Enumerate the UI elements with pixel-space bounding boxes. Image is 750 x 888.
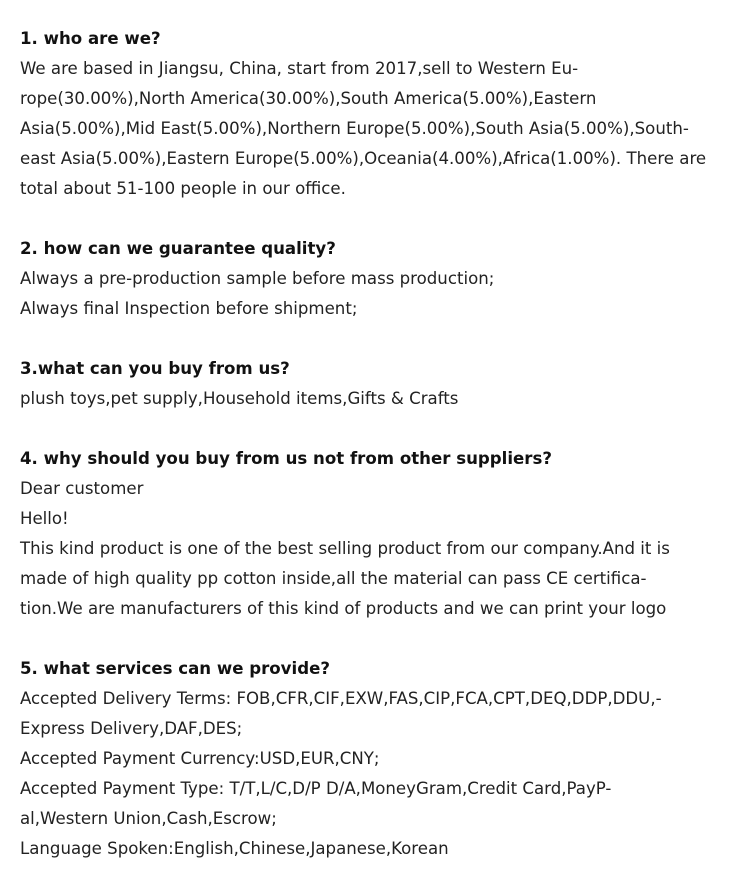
section-spacer [20,624,750,654]
section-heading: 4. why should you buy from us not from other suppliers? [20,449,552,468]
faq-section [20,234,750,324]
section-text-line: Hello! [20,509,69,528]
section-text-line: This kind product is one of the best selling product from our company.And it is [20,539,670,558]
section-text-line: Accepted Payment Type: T/T,L/C,D/P D/A,MoneyGram,Credit Card,PayP- [20,779,612,798]
section-text-line: Accepted Payment Currency:USD,EUR,CNY; [20,749,380,768]
faq-document [20,24,750,864]
faq-section [20,354,750,414]
section-heading: 1. who are we? [20,29,161,48]
section-spacer [20,324,750,354]
section-heading: 5. what services can we provide? [20,659,330,678]
section-text-line: Accepted Delivery Terms: FOB,CFR,CIF,EXW,FAS,CIP,FCA,CPT,DEQ,DDP,DDU,- [20,689,662,708]
section-text-line: plush toys,pet supply,Household items,Gifts & Crafts [20,389,459,408]
section-text-line: Dear customer [20,479,144,498]
faq-section [20,24,750,204]
section-text-line: Language Spoken:English,Chinese,Japanese,Korean [20,839,449,858]
section-text-line: east Asia(5.00%),Eastern Europe(5.00%),Oceania(4.00%),Africa(1.00%). There are [20,149,707,168]
section-text-line: made of high quality pp cotton inside,all the material can pass CE certifica- [20,569,647,588]
section-text-line: We are based in Jiangsu, China, start from 2017,sell to Western Eu- [20,59,579,78]
faq-section [20,654,750,864]
section-text-line: tion.We are manufacturers of this kind of products and we can print your logo [20,599,667,618]
section-text-line: Always final Inspection before shipment; [20,299,358,318]
section-spacer [20,414,750,444]
section-text-line: al,Western Union,Cash,Escrow; [20,809,277,828]
section-heading: 2. how can we guarantee quality? [20,239,336,258]
section-text-line: Asia(5.00%),Mid East(5.00%),Northern Europe(5.00%),South Asia(5.00%),South- [20,119,689,138]
section-text-line: total about 51-100 people in our office. [20,179,346,198]
section-spacer [20,204,750,234]
faq-section [20,444,750,624]
section-text-line: Always a pre-production sample before mass production; [20,269,495,288]
section-text-line: rope(30.00%),North America(30.00%),South America(5.00%),Eastern [20,89,597,108]
section-heading: 3.what can you buy from us? [20,359,290,378]
section-text-line: Express Delivery,DAF,DES; [20,719,243,738]
